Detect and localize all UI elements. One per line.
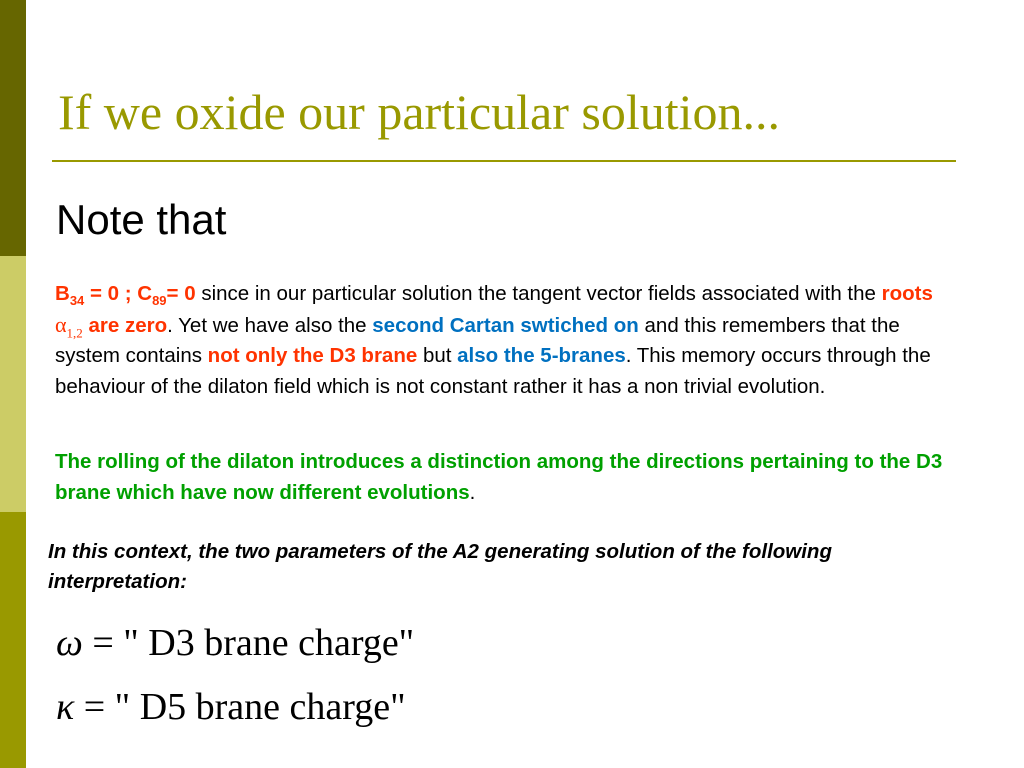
equation-omega-text: = " D3 brane charge" <box>82 622 415 664</box>
slide-title: If we oxide our particular solution... <box>58 84 781 140</box>
slide-subtitle: Note that <box>56 196 227 243</box>
also-5branes-highlight: also the 5-branes <box>457 344 626 367</box>
para-text-1: since in our particular solution the tangent vector fields associated with the <box>195 282 882 305</box>
equation-kappa-text: = " D5 brane charge" <box>74 686 406 728</box>
sidebar-band-dark <box>0 0 26 256</box>
para-text-5: . This memory occurs through the behaviour of the dilaton field which is not constant rather it has a non trivial evolution. <box>55 344 931 398</box>
sidebar-band-light <box>0 256 26 512</box>
sidebar-band-mid <box>0 512 26 768</box>
equation-omega <box>56 620 414 666</box>
equation-kappa <box>56 684 406 730</box>
para-text-2: . Yet we have also the <box>167 313 373 337</box>
title-divider <box>52 160 956 162</box>
paragraph-explanation <box>55 279 955 402</box>
para-text-4: but <box>417 344 458 367</box>
para2-end: . <box>469 480 476 504</box>
are-zero-highlight: are zero <box>82 313 168 337</box>
interpretation-note: In this context, the two parameters of the A2 generating solution of the following interpretation: <box>48 540 832 593</box>
not-only-highlight: not only the D3 brane <box>207 344 418 367</box>
b34-label: $B_{34} = 0$ ; $C_{89}= 0$ <box>55 282 196 309</box>
second-cartan-highlight: second Cartan swtiched on <box>372 313 639 337</box>
para-text-3: and this remembers that the system contains <box>55 313 900 367</box>
sidebar-decoration <box>0 0 26 768</box>
omega-symbol: ω <box>56 622 83 664</box>
alpha-symbol: $\alpha_{1,2}$ <box>55 311 83 340</box>
dilaton-highlight: The rolling of the dilaton introduces a distinction among the directions pertaining to the D3 brane which have now different evolutions <box>55 450 943 504</box>
paragraph-dilaton <box>55 447 955 508</box>
kappa-symbol: κ <box>56 686 75 728</box>
roots-highlight: roots <box>881 282 933 305</box>
